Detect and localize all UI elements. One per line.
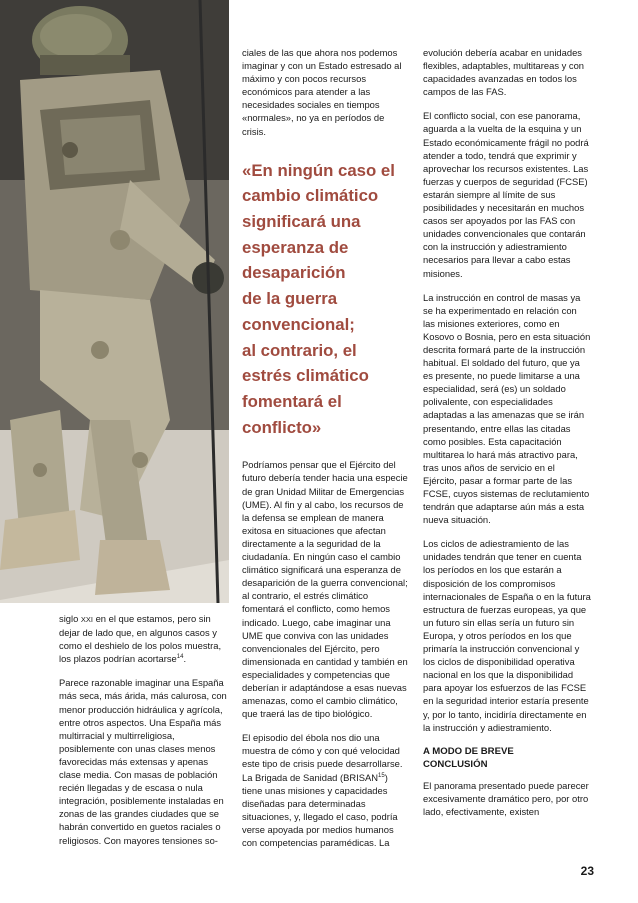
column-right (423, 46, 591, 829)
column-left (59, 612, 227, 858)
footnote-ref[interactable]: 14 (176, 654, 184, 661)
paragraph: La instrucción en control de masas ya se ha experimentado en relación con las misiones exteriores, como en Kosovo o Bosnia, pero en esta situación descrita formará parte de la instrucción habitual. El soldado del futuro, que ya es presente, no puede limitarse a una especialidad, será (es) un soldado polivalente, con especialidades adaptadas a las amenazas que se irán presentando, entre ellas las citadas como posibles. Esta capacitación multitarea lo hará más atractivo para, tras unos años de servicio en el Ejército, pasar a formar parte de las FCSE, cuyos sistemas de reclutamiento tendrán que adaptarse aún más a esta nueva situación. (423, 291, 591, 526)
paragraph: Los ciclos de adiestramiento de las unidades tendrán que tener en cuenta los períodos en los que estarán a disposición de los compromisos internacionales de España o en la futura estructura de fuerzas europeas, ya que un futuro sin ellas sería un futuro sin Europa, y otros períodos en los que primaría la instrucción convencional y los ciclos de disponibilidad operativa nacional en los que la disponibilidad para apoyar los esfuerzos de las FCSE en la seguridad interior estaría presente y, por lo tanto, incidiría directamente en la instrucción y adiestramiento. (423, 538, 591, 733)
paragraph: evolución debería acabar en unidades flexibles, adaptables, multitareas y con capacidades avanzadas en todos los campos de las FAS. (423, 47, 585, 98)
section-heading: A MODO DE BREVE CONCLUSIÓN (423, 745, 514, 770)
column-middle (242, 46, 409, 860)
paragraph: El episodio del ébola nos dio una muestra de cómo y con qué velocidad este tipo de crisis puede desarrollarse. La Brigada de Sanidad (BRISAN$^{15}$) tiene unas misiones y capacidades diseñadas para determinadas situaciones, y, llegado el caso, podría verse apoyada por medios humanos con competencias paramédicas. La (242, 732, 403, 849)
soldiers-photo-icon (0, 0, 229, 603)
paragraph: siglo XXI en el que estamos, pero sin dejar de lado que, en algunos casos y como el deshielo de los polos muestra, los plazos podrían acortarse$^{14}$. (59, 613, 222, 665)
page-number: 23 (580, 864, 594, 878)
paragraph: El panorama presentado puede parecer excesivamente dramático pero, por otro lado, efectivamente, existen (423, 779, 589, 817)
paragraph: Podríamos pensar que el Ejército del futuro debería tender hacia una especie de gran Unidad Militar de Emergencias (UME). Al fin y al cabo, los recursos de la defensa se emplean de manera exitosa en situaciones que afectan directamente a la seguridad de la ciudadanía. En ningún caso el cambio climático significará una esperanza de desaparición de la guerra convencional; al contrario, el estrés climático fomentará el conflicto, como hemos indicado. Luego, cabe imaginar una UME que conviva con las unidades convencionales del Ejército, pero dimensionada en cantidad y también en especialidades y competencias que deberían ir adaptándose a esas nuevas amenazas, como el cambio climático, que traerá las de tipo biológico. (242, 459, 408, 720)
paragraph: ciales de las que ahora nos podemos imaginar y con un Estado estresado al máximo y con pocos recursos económicos para atender a las necesidades sociales en tiempos «normales», no ya en períodos de crisis. (242, 47, 402, 137)
paragraph: Parece razonable imaginar una España más seca, más árida, más calurosa, con menor producción hidráulica y agrícola, entre otros aspectos. Una España más multirracial y multirreligiosa, posiblemente con unas clases menos favorecidas más extensas y apenas clase media. Con masas de población recién llegadas y de escasa o nula integración, posiblemente instaladas en zonas de las grandes ciudades que se habrán convertido en guetos raciales o religiosos. Con mayores tensiones so- (59, 677, 227, 846)
paragraph: El conflicto social, con ese panorama, aguarda a la vuelta de la esquina y un Estado económicamente frágil no podrá atender a todo, tendrá que exprimir y aprovechar los recursos existentes. Las fuerzas y cuerpos de seguridad (FCSE) estarán siempre al límite de sus posibilidades y necesitarán en muchos casos ser apoyados por las FAS con unidades convencionales que contarán con la instrucción y adiestramiento necesarios para llevar a cabo estas misiones. (423, 110, 589, 279)
footnote-ref[interactable]: 15 (378, 772, 385, 779)
pull-quote: «En ningún caso el cambio climático significará una esperanza de desaparición de la guerra convencional; al contrario, el estrés climático fomentará el conflicto» (242, 160, 395, 437)
soldiers-photo (0, 0, 229, 603)
